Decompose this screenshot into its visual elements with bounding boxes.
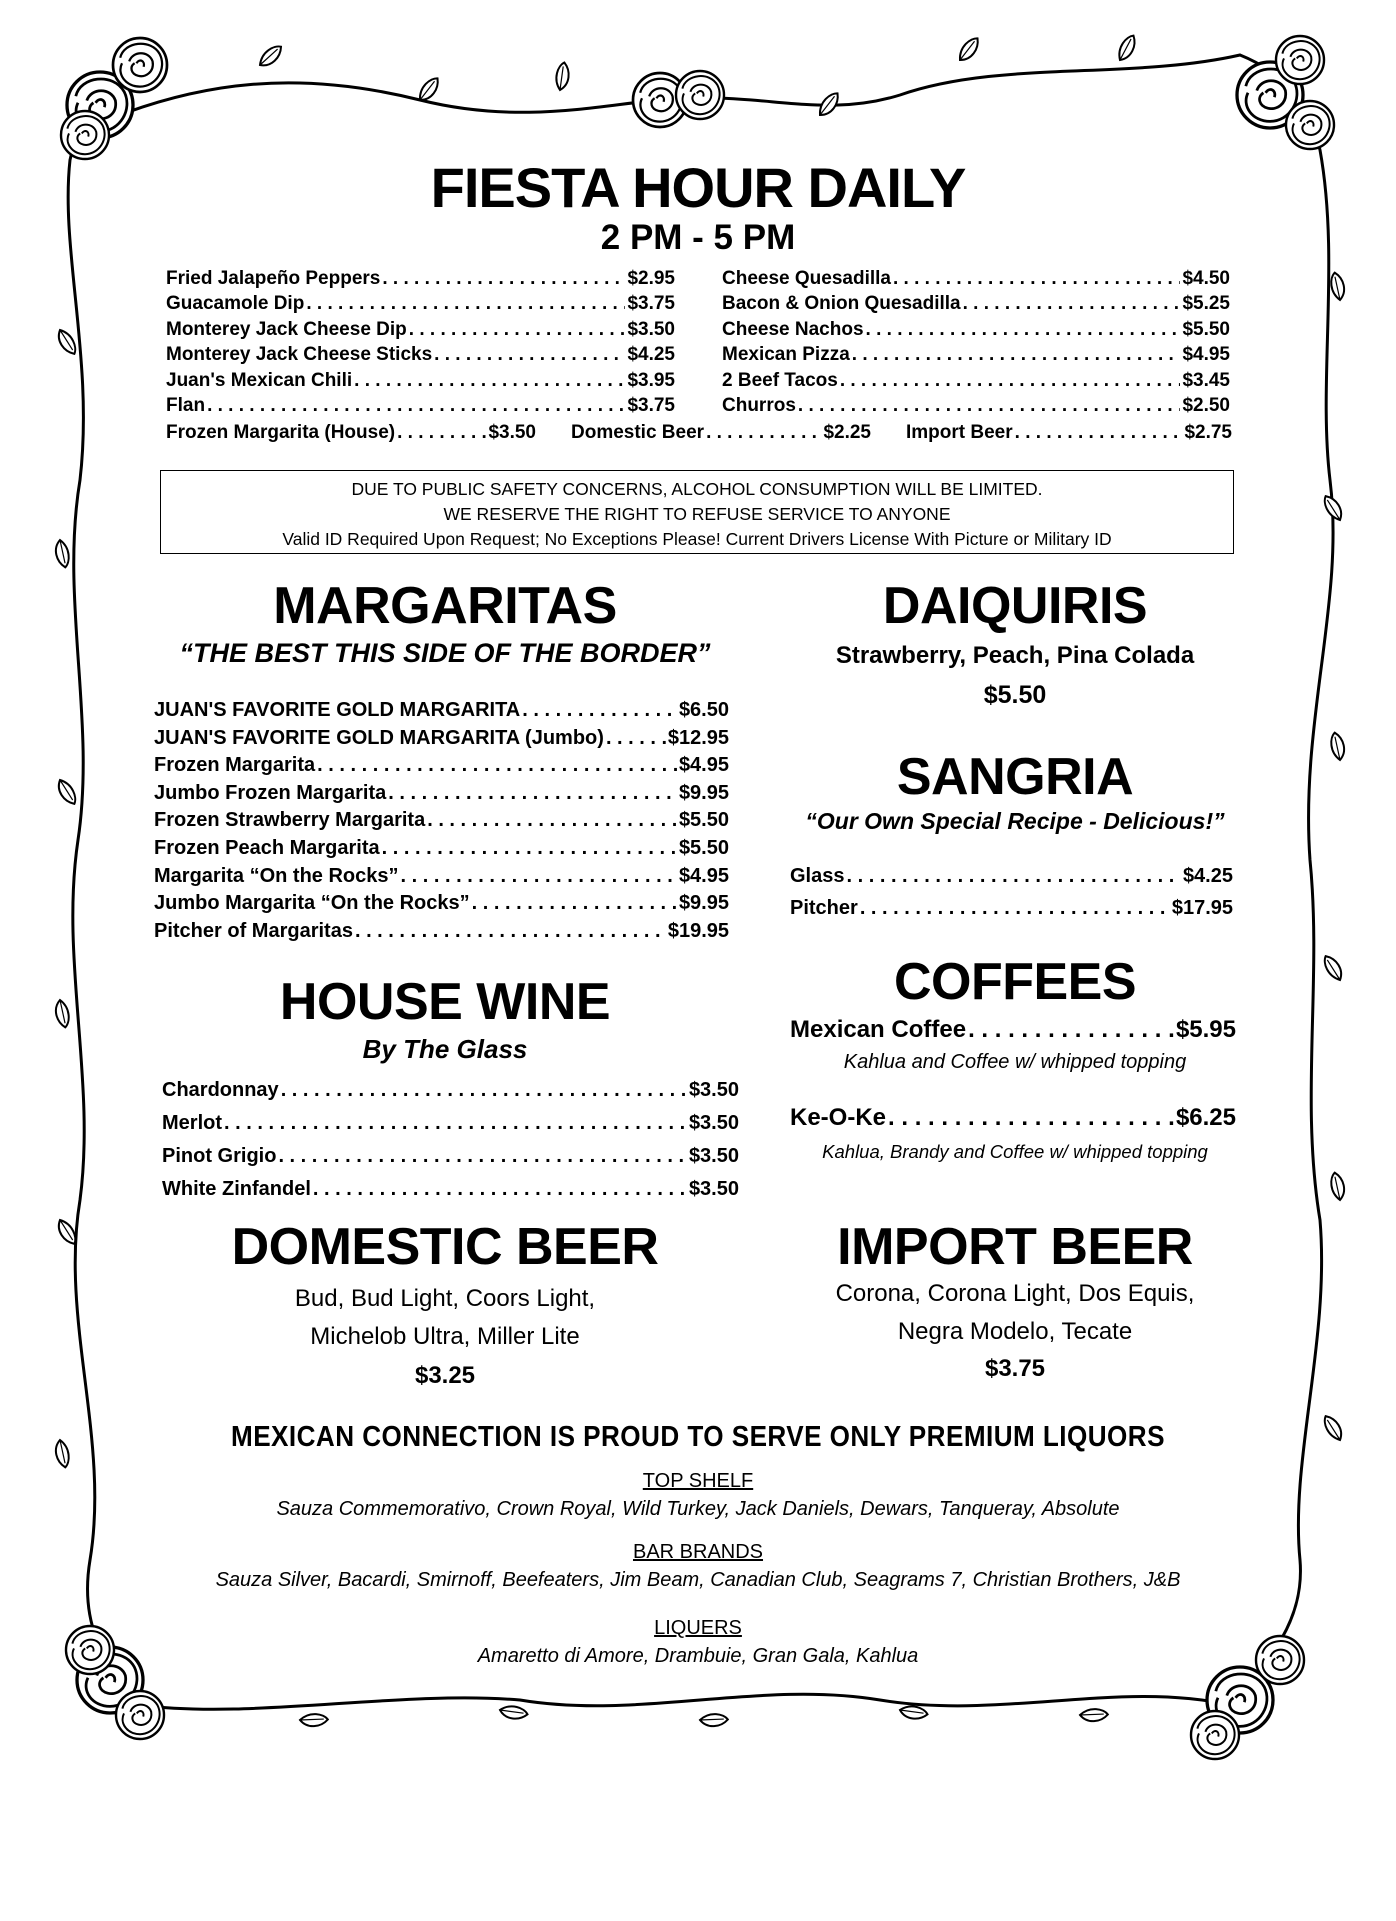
menu-item bbox=[166, 368, 675, 393]
import-beer-title: IMPORT BEER bbox=[837, 1218, 1193, 1276]
menu-item-name: Monterey Jack Cheese Dip bbox=[166, 318, 407, 340]
menu-item-description: Kahlua, Brandy and Coffee w/ whipped topping bbox=[822, 1141, 1208, 1162]
menu-item-price: $17.95 bbox=[1171, 897, 1233, 919]
coffees-title: COFFEES bbox=[893, 953, 1137, 1011]
leaf-icon bbox=[1324, 494, 1343, 522]
menu-item-price: $9.95 bbox=[678, 892, 729, 915]
leaf-icon bbox=[550, 62, 575, 92]
menu-item bbox=[790, 1104, 1236, 1132]
leaf-icon bbox=[58, 328, 77, 356]
leaf-icon bbox=[299, 1709, 328, 1731]
menu-item-price: $4.95 bbox=[678, 754, 729, 777]
leaf-icon bbox=[1328, 1172, 1347, 1200]
menu-item-price: $3.45 bbox=[1182, 369, 1230, 391]
menu-item-price: $3.50 bbox=[488, 422, 536, 443]
menu-item bbox=[722, 291, 1230, 316]
menu-item-name: Mexican Pizza bbox=[722, 344, 850, 366]
menu-item-name: Juan's Mexican Chili bbox=[166, 369, 353, 391]
beer-line: Negra Modelo, Tecate bbox=[897, 1318, 1133, 1345]
rose-icon bbox=[1191, 1711, 1239, 1759]
menu-item-price: $3.50 bbox=[688, 1079, 739, 1101]
rose-icon bbox=[676, 71, 724, 119]
menu-item bbox=[166, 317, 675, 342]
leaf-icon bbox=[58, 1218, 77, 1246]
rose-icon bbox=[67, 72, 133, 138]
menu-item bbox=[722, 342, 1230, 367]
menu-item-price: $4.25 bbox=[627, 344, 675, 366]
beer-line: Bud, Bud Light, Coors Light, bbox=[294, 1285, 596, 1312]
bar-brands-list: Sauza Silver, Bacardi, Smirnoff, Beefeaters, Jim Beam, Canadian Club, Seagrams 7, Christian Brothers, J&B bbox=[215, 1569, 1181, 1591]
menu-item bbox=[166, 342, 675, 367]
menu-item-price: $3.75 bbox=[627, 293, 675, 315]
leaf-icon bbox=[53, 540, 72, 568]
leaf-icon bbox=[53, 1000, 72, 1028]
sangria-title: SANGRIA bbox=[896, 748, 1134, 806]
menu-item-name: Frozen Margarita (House) bbox=[166, 422, 396, 443]
menu-item-name: Fried Jalapeño Peppers bbox=[166, 268, 381, 289]
menu-item bbox=[162, 1074, 739, 1107]
import-beer-list bbox=[770, 1275, 1260, 1351]
menu-item-name: Domestic Beer bbox=[571, 422, 705, 443]
menu-item bbox=[166, 422, 536, 444]
daiquiris-title: DAIQUIRIS bbox=[882, 577, 1148, 635]
menu-item-name: Ke-O-Ke bbox=[790, 1104, 887, 1131]
menu-item-price: $5.95 bbox=[1175, 1016, 1236, 1043]
menu-item bbox=[154, 780, 729, 808]
rose-icon bbox=[113, 38, 167, 92]
menu-item bbox=[722, 266, 1230, 291]
menu-item bbox=[722, 368, 1230, 393]
menu-item-price: $12.95 bbox=[667, 726, 729, 749]
menu-item-name: Pitcher bbox=[790, 897, 858, 919]
liqueurs-list: Amaretto di Amore, Drambuie, Gran Gala, Kahlua bbox=[477, 1645, 919, 1667]
premium-liquors-title: MEXICAN CONNECTION IS PROUD TO SERVE ONLY PREMIUM LIQUORS bbox=[231, 1421, 1165, 1453]
rose-icon bbox=[1237, 62, 1303, 128]
menu-item-name: JUAN'S FAVORITE GOLD MARGARITA bbox=[154, 699, 521, 721]
liqueurs-heading: LIQUERS bbox=[654, 1617, 742, 1639]
sangria-tagline: “Our Own Special Recipe - Delicious!” bbox=[805, 808, 1225, 834]
import-beer-price: $3.75 bbox=[984, 1355, 1046, 1382]
leaf-icon bbox=[1324, 954, 1343, 982]
notice-line: WE RESERVE THE RIGHT TO REFUSE SERVICE TO ANYONE bbox=[443, 504, 951, 524]
menu-item bbox=[790, 860, 1233, 892]
leaf-icon bbox=[699, 1709, 728, 1731]
menu-item-price: $2.25 bbox=[823, 422, 871, 443]
menu-item-price: $9.95 bbox=[678, 781, 729, 804]
menu-item-name: Bacon & Onion Quesadilla bbox=[722, 293, 961, 315]
menu-item-price: $4.50 bbox=[1182, 268, 1230, 289]
beer-line: Michelob Ultra, Miller Lite bbox=[310, 1323, 580, 1350]
menu-item-name: Jumbo Margarita “On the Rocks” bbox=[154, 892, 470, 915]
bar-brands-heading: BAR BRANDS bbox=[632, 1541, 764, 1563]
menu-item bbox=[166, 393, 675, 418]
menu-item-price: $4.25 bbox=[1182, 865, 1233, 887]
menu-item-price: $3.95 bbox=[627, 369, 675, 391]
menu-item bbox=[162, 1173, 739, 1206]
menu-item bbox=[154, 697, 729, 725]
menu-item-name: Glass bbox=[790, 865, 845, 887]
menu-item-name: Cheese Quesadilla bbox=[722, 268, 891, 289]
fiesta-food-list-right bbox=[722, 266, 1230, 418]
leaf-icon bbox=[1328, 732, 1347, 760]
menu-item-price: $3.50 bbox=[627, 318, 675, 340]
menu-item bbox=[154, 725, 729, 753]
rose-icon bbox=[633, 73, 687, 127]
menu-item-price: $5.50 bbox=[1182, 318, 1230, 340]
menu-item bbox=[571, 422, 871, 444]
menu-item-description: Kahlua and Coffee w/ whipped topping bbox=[843, 1051, 1187, 1073]
leaf-icon bbox=[814, 92, 844, 117]
menu-item-price: $5.50 bbox=[678, 809, 729, 832]
domestic-beer-list bbox=[160, 1280, 730, 1356]
menu-item-price: $3.75 bbox=[627, 395, 675, 417]
menu-item bbox=[166, 266, 675, 291]
menu-item-name: Frozen Strawberry Margarita bbox=[154, 809, 426, 832]
menu-item-price: $5.50 bbox=[678, 836, 729, 859]
menu-item-name: Margarita “On the Rocks” bbox=[154, 864, 399, 887]
leaf-icon bbox=[1079, 1704, 1108, 1726]
menu-item-name: Import Beer bbox=[906, 422, 1013, 443]
margaritas-title: MARGARITAS bbox=[273, 577, 617, 635]
menu-item bbox=[790, 892, 1233, 924]
menu-item-price: $3.50 bbox=[688, 1145, 739, 1167]
menu-item-price: $4.95 bbox=[1182, 344, 1230, 366]
top-shelf-list: Sauza Commemorativo, Crown Royal, Wild Turkey, Jack Daniels, Dewars, Tanqueray, Absolute bbox=[276, 1498, 1120, 1520]
leaf-icon bbox=[954, 37, 984, 62]
menu-item-name: Cheese Nachos bbox=[722, 318, 864, 340]
menu-item-price: $6.50 bbox=[678, 699, 729, 721]
menu-item-price: $6.25 bbox=[1175, 1104, 1236, 1131]
leaf-icon bbox=[1112, 34, 1141, 62]
house-wine-list bbox=[162, 1074, 739, 1206]
fiesta-food-list-left bbox=[166, 266, 675, 418]
leaf-icon bbox=[256, 45, 285, 67]
rose-icon bbox=[1207, 1667, 1273, 1733]
menu-item bbox=[722, 317, 1230, 342]
menu-item-price: $19.95 bbox=[667, 919, 729, 942]
house-wine-subtitle: By The Glass bbox=[362, 1034, 528, 1064]
rose-icon bbox=[1286, 101, 1334, 149]
menu-item-price: $2.95 bbox=[627, 268, 675, 289]
daiquiris-flavors: Strawberry, Peach, Pina Colada bbox=[835, 642, 1195, 669]
menu-item-name: Churros bbox=[722, 395, 796, 417]
menu-item-name: Frozen Margarita bbox=[154, 754, 316, 777]
rose-icon bbox=[1276, 36, 1324, 84]
leaf-icon bbox=[414, 77, 444, 102]
menu-item-name: 2 Beef Tacos bbox=[722, 369, 838, 391]
menu-item-name: Monterey Jack Cheese Sticks bbox=[166, 344, 433, 366]
menu-item-name: Frozen Peach Margarita bbox=[154, 836, 380, 859]
menu-item-name: Jumbo Frozen Margarita bbox=[154, 781, 387, 804]
safety-notice-box bbox=[160, 470, 1234, 554]
menu-item bbox=[790, 1016, 1236, 1044]
menu-item-price: $5.25 bbox=[1182, 293, 1230, 315]
top-shelf-heading: TOP SHELF bbox=[642, 1470, 754, 1492]
domestic-beer-price: $3.25 bbox=[414, 1362, 476, 1389]
rose-icon bbox=[61, 111, 109, 159]
sangria-list bbox=[790, 860, 1233, 924]
notice-line: DUE TO PUBLIC SAFETY CONCERNS, ALCOHOL CONSUMPTION WILL BE LIMITED. bbox=[351, 479, 1043, 499]
menu-item-name: White Zinfandel bbox=[162, 1178, 311, 1200]
menu-item bbox=[154, 918, 729, 946]
leaf-icon bbox=[499, 1700, 529, 1725]
menu-item-name: Pitcher of Margaritas bbox=[154, 919, 353, 942]
menu-item bbox=[154, 752, 729, 780]
margaritas-tagline: “THE BEST THIS SIDE OF THE BORDER” bbox=[179, 638, 711, 668]
fiesta-drink-specials bbox=[166, 422, 1232, 444]
menu-item bbox=[906, 422, 1232, 444]
rose-icon bbox=[116, 1691, 164, 1739]
menu-item-name: Pinot Grigio bbox=[162, 1145, 277, 1167]
daiquiris-price: $5.50 bbox=[983, 681, 1047, 709]
menu-item-price: $3.50 bbox=[688, 1112, 739, 1134]
house-wine-title: HOUSE WINE bbox=[279, 973, 611, 1031]
menu-item bbox=[154, 890, 729, 918]
menu-item bbox=[154, 807, 729, 835]
menu-item bbox=[166, 291, 675, 316]
fiesta-hour-times: 2 PM - 5 PM bbox=[600, 218, 796, 257]
menu-item-name: Guacamole Dip bbox=[166, 293, 305, 315]
leaf-icon bbox=[1324, 1414, 1343, 1442]
domestic-beer-title: DOMESTIC BEER bbox=[231, 1218, 659, 1276]
menu-item-name: JUAN'S FAVORITE GOLD MARGARITA (Jumbo) bbox=[154, 726, 604, 749]
beer-line: Corona, Corona Light, Dos Equis, bbox=[835, 1280, 1195, 1307]
leaf-icon bbox=[1328, 272, 1347, 300]
menu-item-name: Merlot bbox=[162, 1112, 222, 1134]
menu-item bbox=[162, 1140, 739, 1173]
notice-line: Valid ID Required Upon Request; No Exceptions Please! Current Drivers License With Picture or Military ID bbox=[282, 529, 1112, 549]
menu-item-name: Flan bbox=[166, 395, 206, 417]
menu-item-price: $2.75 bbox=[1184, 422, 1232, 443]
menu-item-price: $2.50 bbox=[1182, 395, 1230, 417]
menu-item bbox=[162, 1107, 739, 1140]
fiesta-hour-title: FIESTA HOUR DAILY bbox=[430, 156, 966, 219]
menu-item bbox=[722, 393, 1230, 418]
leaf-icon bbox=[58, 778, 77, 806]
leaf-icon bbox=[899, 1700, 929, 1725]
menu-item-name: Mexican Coffee bbox=[790, 1016, 967, 1043]
menu-item-price: $4.95 bbox=[678, 864, 729, 887]
menu-item-name: Chardonnay bbox=[162, 1079, 279, 1101]
menu-item bbox=[154, 835, 729, 863]
margaritas-list bbox=[154, 697, 729, 945]
menu-item-price: $3.50 bbox=[688, 1178, 739, 1200]
menu-item bbox=[154, 863, 729, 891]
